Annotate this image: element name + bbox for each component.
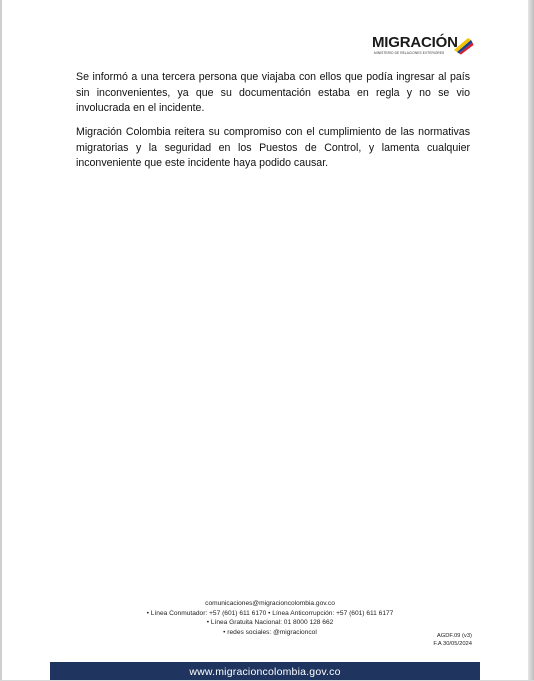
logo-subtitle: MINISTERIO DE RELACIONES EXTERIORES [374,51,445,55]
footer-contact [110,599,430,637]
logo-text: MIGRACIÓN [372,34,458,51]
page-left-edge [0,0,2,680]
paragraph-2: Migración Colombia reitera su compromiso con el cumplimiento de las normativas migratorias y la seguridad en los Puestos de Control, y lamenta cualquier inconveniente que este incidente haya podido causar. [76,126,470,169]
document-code [433,632,472,648]
doc-date: F.A 30/05/2024 [433,641,472,647]
footer-free-line: • Línea Gratuita Nacional: 01 8000 128 662 [206,619,334,626]
footer-social: • redes sociales: @migracioncol [223,628,317,636]
paragraph-1: Se informó a una tercera persona que viajaba con ellos que podía ingresar al país sin inconvenientes, ya que su documentación estaba en regla y no se vio involucrada en el incidente. [76,71,470,114]
footer-phone-lines: • Línea Conmutador: +57 (601) 611 6170 • Línea Anticorrupción: +57 (601) 611 6177 [146,609,394,617]
migracion-logo [372,34,472,60]
footer-email[interactable]: comunicaciones@migracioncolombia.gov.co [205,600,335,607]
website-link[interactable]: www.migracioncolombia.gov.co [189,666,341,678]
page-right-edge [528,0,534,680]
doc-version: AGDF.09 (v3) [436,633,472,639]
footer-website-bar [50,662,480,680]
